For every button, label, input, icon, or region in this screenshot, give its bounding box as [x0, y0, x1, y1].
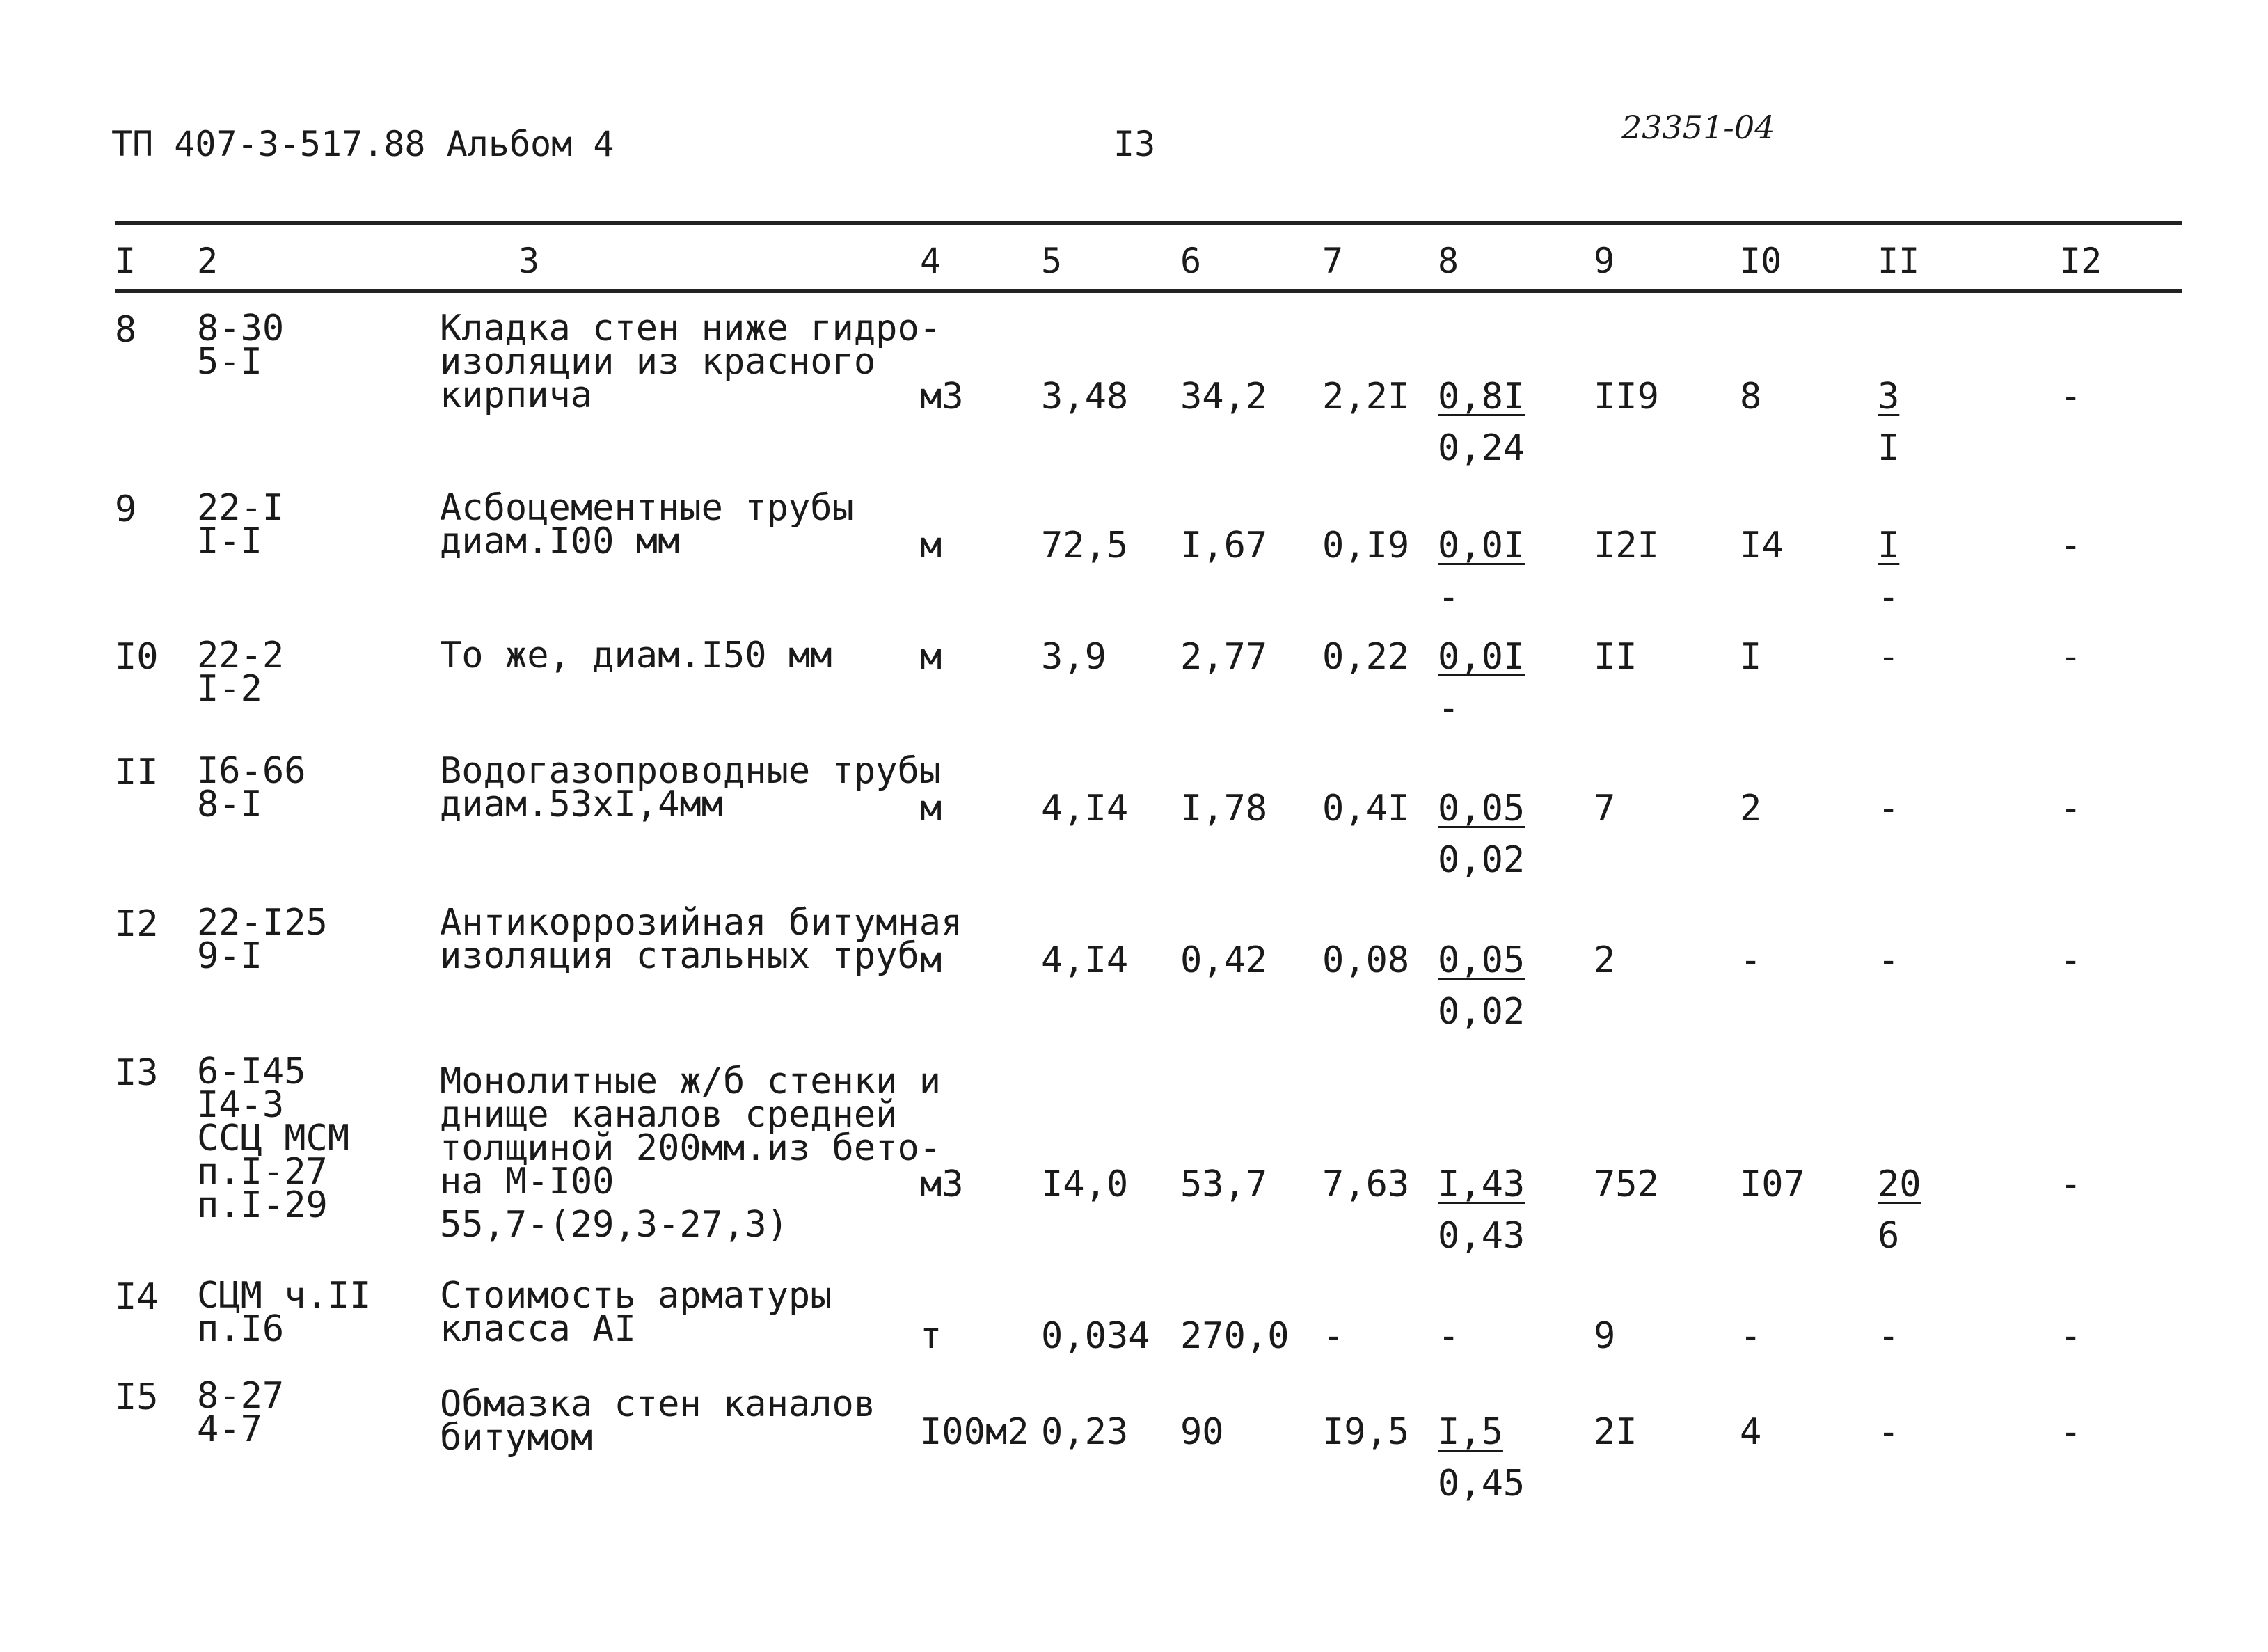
unit: I00м2	[920, 1411, 1029, 1453]
quantity: 3,48	[1041, 376, 1129, 418]
norm-code-line: п.I6	[197, 1308, 285, 1350]
description-line: Антикоррозийная битумная	[440, 902, 963, 944]
table-top-rule	[115, 221, 2182, 225]
col10-value: -	[1740, 1315, 1762, 1357]
norm-code-line: 5-I	[197, 341, 262, 383]
col8-top: 0,05	[1438, 939, 1525, 981]
description-line: днище каналов средней	[440, 1094, 898, 1136]
unit-cost: 34,2	[1180, 376, 1268, 418]
norm-code-line: 8-27	[197, 1375, 285, 1417]
column-header-4: 4	[920, 241, 942, 281]
work-description	[440, 487, 854, 562]
col11-bottom: 6	[1878, 1215, 1900, 1257]
col7-value: 0,22	[1322, 636, 1410, 678]
column-header-7: 7	[1322, 241, 1344, 281]
col8-value	[1438, 376, 1525, 469]
norm-code-line: 22-I25	[197, 902, 328, 944]
col11-bottom: I	[1878, 427, 1900, 469]
column-header-8: 8	[1438, 241, 1459, 281]
work-description	[440, 1383, 876, 1459]
col10-value: -	[1740, 939, 1762, 981]
col8-bottom: 0,45	[1438, 1463, 1525, 1504]
norm-code-line: 9-I	[197, 935, 262, 977]
table-header-rule	[115, 289, 2182, 293]
unit-cost: I,78	[1180, 788, 1268, 829]
unit: м	[920, 525, 942, 566]
norm-code	[197, 902, 328, 977]
row-number: I0	[115, 636, 159, 678]
col12-value: -	[2060, 1315, 2082, 1357]
column-header-10: I0	[1740, 241, 1782, 281]
description-line: толщиной 200мм.из бето-	[440, 1127, 942, 1169]
unit: м	[920, 788, 942, 829]
handwritten-code: 23351-04	[1621, 109, 1775, 146]
unit-cost: 53,7	[1180, 1163, 1268, 1205]
col8-bottom: 0,02	[1438, 991, 1525, 1033]
column-header-6: 6	[1180, 241, 1202, 281]
col11-value	[1878, 376, 1900, 469]
col9-value: 9	[1594, 1315, 1616, 1357]
col10-value: 4	[1740, 1411, 1762, 1453]
norm-code-line: ССЦ МСМ	[197, 1118, 350, 1159]
col8-bottom: -	[1438, 576, 1460, 618]
description-line: изоляции из красного	[440, 341, 876, 383]
work-description	[440, 750, 942, 825]
col10-value: 2	[1740, 788, 1762, 829]
col11-value: -	[1878, 788, 1900, 829]
col7-value: 2,2I	[1322, 376, 1410, 418]
col12-value: -	[2060, 1411, 2082, 1453]
col7-value: 0,I9	[1322, 525, 1410, 566]
norm-code-line: I-2	[197, 668, 262, 710]
column-header-1: I	[115, 241, 136, 281]
column-header-9: 9	[1594, 241, 1615, 281]
norm-code-line: 8-30	[197, 308, 285, 349]
norm-code-line: СЦМ ч.II	[197, 1275, 372, 1317]
col9-value: II9	[1594, 376, 1659, 418]
col7-value: 0,08	[1322, 939, 1410, 981]
col11-top: 3	[1878, 376, 1900, 418]
norm-code-line: I-I	[197, 521, 262, 562]
norm-code-line: п.I-29	[197, 1184, 328, 1226]
col8-top: 0,05	[1438, 788, 1525, 829]
unit-cost: 90	[1180, 1411, 1224, 1453]
description-line: на М-I00	[440, 1161, 614, 1202]
col7-value: I9,5	[1322, 1411, 1410, 1453]
col10-value: I	[1740, 636, 1762, 678]
norm-code-line: 4-7	[197, 1408, 262, 1450]
description-line: Водогазопроводные трубы	[440, 750, 942, 792]
description-formula: 55,7-(29,3-27,3)	[440, 1204, 788, 1246]
description-line: кирпича	[440, 374, 593, 416]
unit: м3	[920, 376, 964, 418]
unit-cost: 270,0	[1180, 1315, 1290, 1357]
col10-value: I4	[1740, 525, 1784, 566]
quantity: I4,0	[1041, 1163, 1129, 1205]
description-line: диам.I00 мм	[440, 521, 680, 562]
col8-top: 0,0I	[1438, 636, 1525, 678]
column-header-3: 3	[518, 241, 540, 281]
page-number: I3	[1113, 124, 1156, 164]
col9-value: 2I	[1594, 1411, 1637, 1453]
work-description	[440, 308, 942, 416]
col8-top: 0,0I	[1438, 525, 1525, 566]
unit: т	[920, 1315, 942, 1357]
work-description	[440, 1275, 832, 1350]
norm-code	[197, 487, 285, 562]
norm-code	[197, 635, 285, 710]
row-number: II	[115, 752, 159, 793]
unit: м	[920, 939, 942, 981]
quantity: 3,9	[1041, 636, 1107, 678]
col8-top: I,5	[1438, 1411, 1503, 1453]
norm-code-line: 22-2	[197, 635, 285, 676]
row-number: 9	[115, 489, 137, 530]
col8-bottom: -	[1438, 688, 1460, 729]
description-line: Обмазка стен каналов	[440, 1383, 876, 1425]
norm-code-line: 6-I45	[197, 1051, 306, 1093]
quantity: 4,I4	[1041, 788, 1129, 829]
description-line: изоляция стальных труб	[440, 935, 919, 977]
column-header-2: 2	[197, 241, 219, 281]
norm-code	[197, 1051, 350, 1226]
column-header-5: 5	[1041, 241, 1063, 281]
unit: м	[920, 636, 942, 678]
col12-value: -	[2060, 525, 2082, 566]
quantity: 0,23	[1041, 1411, 1129, 1453]
description-line: Асбоцементные трубы	[440, 487, 854, 529]
quantity: 4,I4	[1041, 939, 1129, 981]
document-title: ТП 407-3-517.88 Альбом 4	[111, 124, 614, 164]
col10-value: 8	[1740, 376, 1762, 418]
col8-value	[1438, 636, 1525, 729]
col12-value: -	[2060, 376, 2082, 418]
norm-code	[197, 308, 285, 383]
col8-value	[1438, 939, 1525, 1033]
norm-code	[197, 750, 306, 825]
col12-value: -	[2060, 788, 2082, 829]
unit-cost: I,67	[1180, 525, 1268, 566]
norm-code	[197, 1275, 372, 1350]
col9-value: II	[1594, 636, 1637, 678]
norm-code-line: I6-66	[197, 750, 306, 792]
col12-value: -	[2060, 1163, 2082, 1205]
col9-value: I2I	[1594, 525, 1659, 566]
norm-code-line: 8-I	[197, 784, 262, 825]
norm-code-line: 22-I	[197, 487, 285, 529]
col11-bottom: -	[1878, 576, 1900, 618]
row-number: I4	[115, 1276, 159, 1318]
col9-value: 752	[1594, 1163, 1659, 1205]
col8-value	[1438, 1163, 1525, 1257]
col12-value: -	[2060, 636, 2082, 678]
col9-value: 7	[1594, 788, 1616, 829]
column-header-12: I2	[2060, 241, 2102, 281]
description-line: Стоимость арматуры	[440, 1275, 832, 1317]
quantity: 0,034	[1041, 1315, 1150, 1357]
col8-value	[1438, 525, 1525, 618]
col7-value: -	[1322, 1315, 1345, 1357]
col8-top: 0,8I	[1438, 376, 1525, 418]
description-line: класса АI	[440, 1308, 636, 1350]
col8-value	[1438, 1411, 1525, 1504]
col9-value: 2	[1594, 939, 1616, 981]
work-description	[440, 635, 832, 676]
col8-value	[1438, 788, 1525, 881]
unit-cost: 2,77	[1180, 636, 1268, 678]
col8-bottom: 0,43	[1438, 1215, 1525, 1257]
col8-bottom: 0,24	[1438, 427, 1525, 469]
norm-code	[197, 1375, 285, 1450]
col8-bottom: 0,02	[1438, 839, 1525, 881]
description-line: Монолитные ж/б стенки и	[440, 1061, 942, 1102]
unit-cost: 0,42	[1180, 939, 1268, 981]
col11-value	[1878, 525, 1900, 618]
col11-value: -	[1878, 636, 1900, 678]
description-line: диам.53хI,4мм	[440, 784, 723, 825]
row-number: I3	[115, 1052, 159, 1094]
col10-value: I07	[1740, 1163, 1805, 1205]
description-line: Кладка стен ниже гидро-	[440, 308, 942, 349]
unit: м3	[920, 1163, 964, 1205]
col11-value: -	[1878, 1315, 1900, 1357]
column-header-11: II	[1878, 241, 1920, 281]
col11-top: 20	[1878, 1163, 1921, 1205]
col7-value: 0,4I	[1322, 788, 1410, 829]
col8-value: -	[1438, 1315, 1460, 1357]
description-line: То же, диам.I50 мм	[440, 635, 832, 676]
col11-value: -	[1878, 1411, 1900, 1453]
col8-top: I,43	[1438, 1163, 1525, 1205]
norm-code-line: I4-3	[197, 1084, 285, 1126]
col7-value: 7,63	[1322, 1163, 1410, 1205]
col11-value: -	[1878, 939, 1900, 981]
row-number: 8	[115, 309, 137, 351]
row-number: I5	[115, 1376, 159, 1418]
norm-code-line: п.I-27	[197, 1151, 328, 1193]
quantity: 72,5	[1041, 525, 1129, 566]
description-line: битумом	[440, 1417, 593, 1459]
col12-value: -	[2060, 939, 2082, 981]
work-description	[440, 902, 963, 977]
col11-value	[1878, 1163, 1921, 1257]
row-number: I2	[115, 903, 159, 945]
col11-top: I	[1878, 525, 1900, 566]
